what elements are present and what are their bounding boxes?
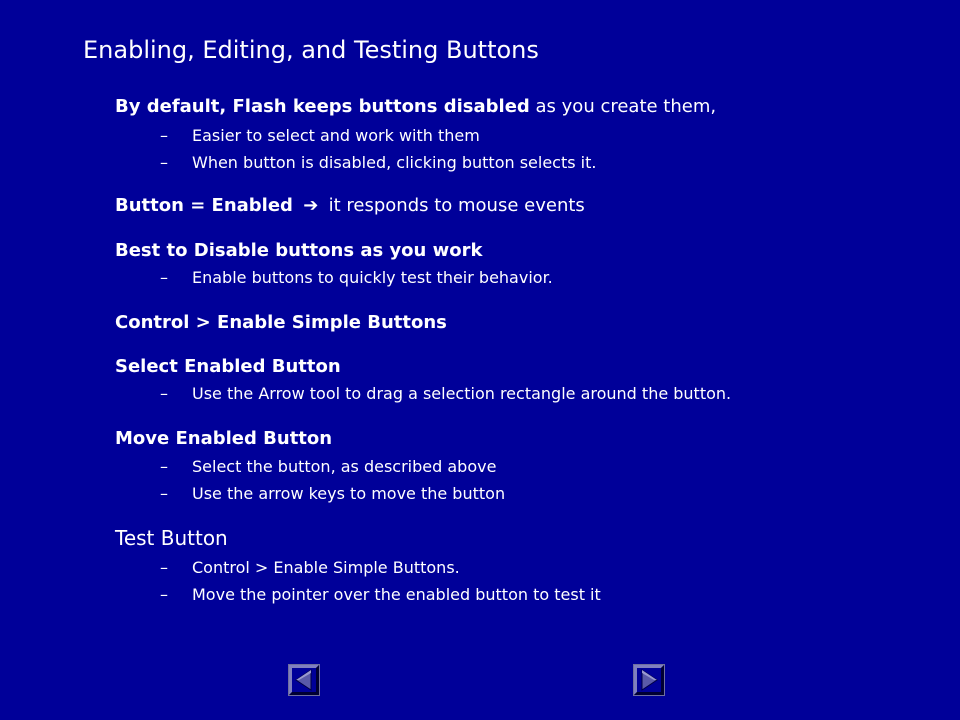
bullet-button-enabled	[115, 195, 585, 216]
sub-bullet-disabled-selects	[160, 153, 596, 172]
dash: –	[160, 153, 168, 172]
sub-bullet-text: Use the Arrow tool to drag a selection rectangle around the button.	[192, 384, 732, 403]
bullet-move-enabled	[115, 428, 332, 449]
back-arrow-icon	[288, 664, 320, 696]
forward-arrow-icon	[633, 664, 665, 696]
bullet-bold-text: Select Enabled Button	[115, 356, 341, 377]
bullet-bold-text: By default, Flash keeps buttons disabled	[115, 96, 530, 117]
bullet-test-button: Test Button	[115, 526, 228, 550]
sub-bullet-easier-select	[160, 126, 480, 145]
dash: –	[160, 558, 168, 577]
bullet-select-enabled	[115, 356, 341, 377]
bullet-rest-text: as you create them,	[529, 96, 717, 117]
bullet-bold-text: Button = Enabled	[115, 195, 293, 216]
sub-bullet-enable-to-test	[160, 268, 553, 287]
dash: –	[160, 126, 168, 145]
sub-bullet-arrow-tool	[160, 384, 731, 403]
sub-bullet-control-enable	[160, 558, 460, 577]
previous-slide-button[interactable]	[288, 664, 320, 696]
bullet-default-disabled	[115, 96, 716, 117]
sub-bullet-text: Move the pointer over the enabled button to test it	[192, 585, 601, 604]
dash: –	[160, 585, 168, 604]
next-slide-button[interactable]	[633, 664, 665, 696]
sub-bullet-text: Easier to select and work with them	[192, 126, 480, 145]
sub-bullet-text: Select the button, as described above	[192, 457, 497, 476]
sub-bullet-text: Control > Enable Simple Buttons.	[192, 558, 460, 577]
sub-bullet-select-button	[160, 457, 496, 476]
bullet-bold-text: Control > Enable Simple Buttons	[115, 312, 447, 333]
sub-bullet-text: Enable buttons to quickly test their behavior.	[192, 268, 553, 287]
dash: –	[160, 484, 168, 503]
sub-bullet-arrow-keys	[160, 484, 505, 503]
bullet-rest-text: it responds to mouse events	[328, 195, 585, 216]
bullet-best-to-disable	[115, 240, 482, 261]
bullet-bold-text: Move Enabled Button	[115, 428, 333, 449]
dash: –	[160, 268, 168, 287]
sub-bullet-text: When button is disabled, clicking button selects it.	[192, 153, 597, 172]
sub-bullet-move-pointer	[160, 585, 601, 604]
bullet-bold-text: Best to Disable buttons as you work	[115, 240, 483, 261]
slide-title: Enabling, Editing, and Testing Buttons	[83, 36, 539, 64]
bullet-control-enable	[115, 312, 447, 333]
dash: –	[160, 457, 168, 476]
dash: –	[160, 384, 168, 403]
right-arrow-icon: ➔	[303, 195, 319, 216]
sub-bullet-text: Use the arrow keys to move the button	[192, 484, 506, 503]
